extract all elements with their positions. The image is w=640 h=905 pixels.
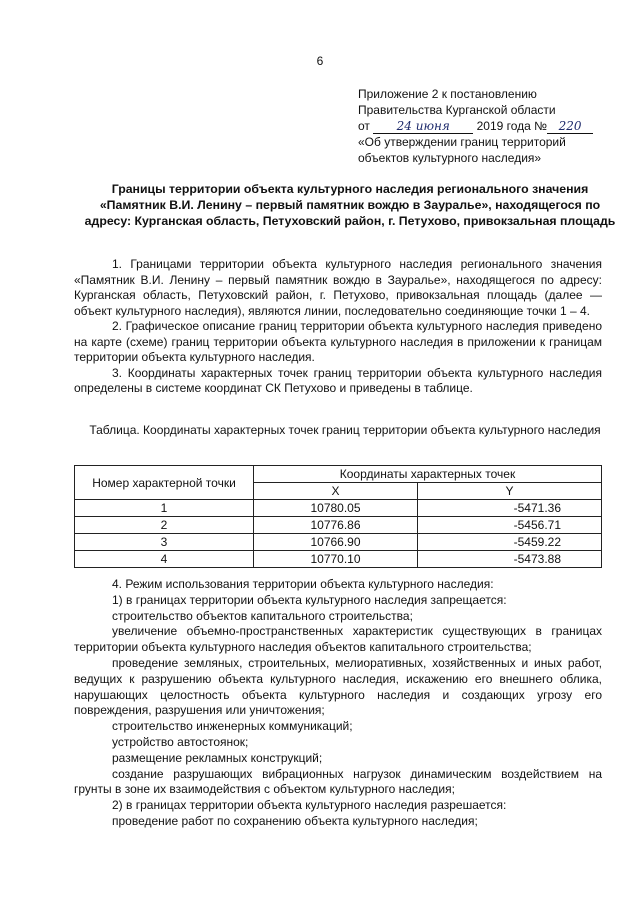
- list-item: создание разрушающих вибрационных нагрузок динамическим воздействием на грунты в зоне их взаимодействия с объектом культурного наследия;: [74, 766, 602, 797]
- year-text: 2019 года №: [476, 119, 548, 133]
- prohibited-heading: 1) в границах территории объекта культурного наследия запрещается:: [112, 592, 507, 607]
- coord-x: 10770.10: [254, 551, 418, 568]
- coord-y: -5459.22: [418, 534, 602, 551]
- paragraph-3: 3. Координаты характерных точек границ территории объекта культурного наследия определены в системе координат СК Петухово и приведены в таблице.: [74, 365, 602, 395]
- coord-y: -5471.36: [418, 500, 602, 517]
- header-point-number: Номер характерной точки: [75, 466, 254, 500]
- table-row: [75, 534, 602, 551]
- regime-heading: 4. Режим использования территории объекта культурного наследия:: [112, 577, 494, 591]
- coord-x: 10780.05: [254, 500, 418, 517]
- list-item: устройство автостоянок;: [112, 734, 249, 749]
- list-item: проведение работ по сохранению объекта культурного наследия;: [112, 813, 478, 828]
- header-coordinates: Координаты характерных точек: [254, 466, 602, 483]
- intro-paragraphs: [74, 257, 602, 397]
- header-x: X: [254, 483, 418, 500]
- paragraph-1: 1. Границами территории объекта культурного наследия регионального значения «Памятник В.И. Ленину – первый памятник вождю в Зауралье», находящегося по адресу: Курганская область, Петуховский район, г. Петухово, привокзальная площадь (далее — объект культурного наследия), являются линии, последовательно соединяющие точки 1 – 4.: [74, 257, 602, 318]
- coord-x: 10766.90: [254, 534, 418, 551]
- coord-y: -5456.71: [418, 517, 602, 534]
- permitted-heading: 2) в границах территории объекта культурного наследия разрешается:: [112, 798, 507, 813]
- point-number: 2: [75, 517, 254, 534]
- list-item: строительство объектов капитального строительства;: [112, 608, 413, 623]
- coord-y: -5473.88: [418, 551, 602, 568]
- header-y: Y: [418, 483, 602, 500]
- list-item: увеличение объемно-пространственных характеристик существующих в границах территории объекта культурного наследия объектов капитального строительства;: [74, 624, 602, 655]
- table-header-row: [75, 466, 602, 483]
- appendix-line-5: объектов культурного наследия»: [358, 151, 542, 165]
- regime-section: [74, 577, 602, 830]
- appendix-line-2: Правительства Курганской области: [358, 103, 556, 117]
- page-number: 6: [316, 54, 324, 68]
- table-row: [75, 500, 602, 517]
- point-number: 3: [75, 534, 254, 551]
- appendix-header: [358, 86, 628, 166]
- coord-x: 10776.86: [254, 517, 418, 534]
- table-row: [75, 517, 602, 534]
- from-label: от: [358, 119, 370, 133]
- handwritten-date: 24 июня: [373, 120, 473, 134]
- list-item: проведение земляных, строительных, мелиоративных, хозяйственных и иных работ, ведущих к разрушению объекта культурного наследия, искажению его внешнего облика, нарушающих целостность объекта культурного наследия и создающих угрозу его повреждения, разрушения или уничтожения;: [74, 655, 602, 718]
- appendix-line-4: «Об утверждении границ территорий: [358, 135, 566, 149]
- paragraph-2: 2. Графическое описание границ территории объекта культурного наследия приведено на карте (схеме) границ территории объекта культурного наследия в приложении к границам территории объекта культурного наследия.: [74, 319, 602, 364]
- list-item: размещение рекламных конструкций;: [112, 750, 323, 765]
- appendix-line-1: Приложение 2 к постановлению: [358, 87, 537, 101]
- coordinates-table: [74, 465, 602, 568]
- point-number: 4: [75, 551, 254, 568]
- point-number: 1: [75, 500, 254, 517]
- appendix-date-line: [358, 118, 628, 134]
- document-title: Границы территории объекта культурного наследия регионального значения «Памятник В.И. Ленину – первый памятник вождю в Зауралье», находящегося по адресу: Курганская область, Петуховский район, г. Петухово, привокзальная площадь: [84, 182, 616, 228]
- list-item: строительство инженерных коммуникаций;: [112, 719, 353, 734]
- table-row: [75, 551, 602, 568]
- table-caption: Таблица. Координаты характерных точек границ территории объекта культурного наследия: [89, 423, 601, 437]
- handwritten-number: 220: [547, 120, 593, 134]
